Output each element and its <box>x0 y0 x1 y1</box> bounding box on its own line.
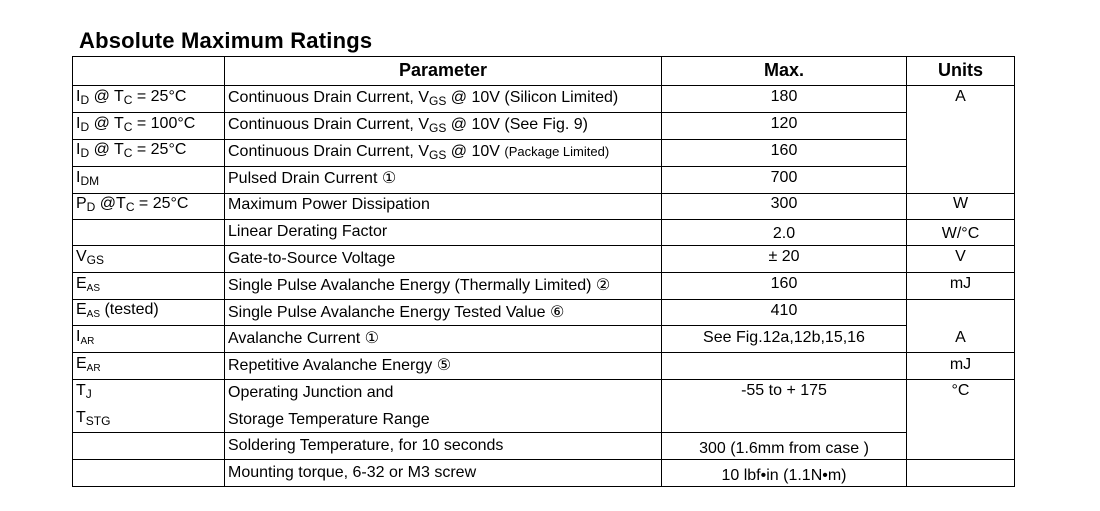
header-parameter: Parameter <box>398 60 488 80</box>
ratings-table <box>72 56 1015 487</box>
max-cell: 700 <box>770 169 798 186</box>
parameter-cell: Single Pulse Avalanche Energy Tested Value ⑥ <box>228 304 565 321</box>
max-cell: -55 to + 175 <box>741 382 827 399</box>
max-cell: 180 <box>770 88 798 105</box>
symbol-cell: $T_J$ <box>76 382 92 401</box>
symbol-cell: $I_D$ @ $T_C = 25^\circ C$ <box>76 88 187 107</box>
parameter-cell: Continuous Drain Current, $V_{GS}$ @ 10V (Package Limited) <box>228 143 610 162</box>
units-cell: V <box>955 248 966 265</box>
max-cell: 410 <box>770 302 798 319</box>
symbol-cell: $I_D$ @ $T_C = 100^\circ C$ <box>76 115 196 134</box>
parameter-cell: Soldering Temperature, for 10 seconds <box>228 437 504 454</box>
units-cell: A <box>955 88 966 105</box>
parameter-cell: Operating Junction and <box>228 384 394 401</box>
symbol-cell: $E_{AS}$ (tested) <box>76 301 159 320</box>
symbol-cell: $E_{AS}$ <box>76 275 101 294</box>
units-cell: W/°C <box>941 225 980 242</box>
page-title: Absolute Maximum Ratings <box>79 28 373 53</box>
symbol-cell: $V_{GS}$ <box>76 248 105 267</box>
symbol-cell: $I_{AR}$ <box>76 328 95 347</box>
units-cell: °C <box>951 382 970 399</box>
symbol-cell: $P_D$ $@T_C = 25^\circ C$ <box>76 195 189 214</box>
parameter-cell: Continuous Drain Current, $V_{GS}$ @ 10V (See Fig. 9) <box>228 116 588 135</box>
units-cell: A <box>955 329 966 346</box>
parameter-cell: Avalanche Current ① <box>228 330 380 347</box>
units-cell: mJ <box>949 356 972 373</box>
header-units: Units <box>938 60 983 80</box>
parameter-cell: Single Pulse Avalanche Energy (Thermally Limited) ② <box>228 277 611 294</box>
parameter-cell: Pulsed Drain Current ① <box>228 170 397 187</box>
parameter-cell: Gate-to-Source Voltage <box>228 250 396 267</box>
max-cell: See Fig.12a,12b,15,16 <box>703 329 865 346</box>
max-cell: 160 <box>770 275 798 292</box>
symbol-cell: $T_{STG}$ <box>76 409 111 428</box>
symbol-cell: $I_{DM}$ <box>76 169 100 188</box>
parameter-cell: Continuous Drain Current, $V_{GS}$ @ 10V (Silicon Limited) <box>228 89 619 108</box>
max-cell: ± 20 <box>768 248 800 265</box>
parameter-cell: Storage Temperature Range <box>228 411 430 428</box>
max-cell: 300 <box>770 195 798 212</box>
header-max: Max. <box>763 60 805 80</box>
max-cell: 120 <box>770 115 798 132</box>
parameter-cell: Linear Derating Factor <box>228 223 388 240</box>
max-cell: 2.0 <box>772 225 796 242</box>
max-cell: 10 lbf•in (1.1N•m) <box>721 467 847 484</box>
parameter-cell: Mounting torque, 6-32 or M3 screw <box>228 464 477 481</box>
parameter-cell: Maximum Power Dissipation <box>228 196 430 213</box>
units-cell: mJ <box>949 275 972 292</box>
units-cell: W <box>952 195 969 212</box>
max-cell: 160 <box>770 142 798 159</box>
symbol-cell: $E_{AR}$ <box>76 355 101 374</box>
parameter-cell: Repetitive Avalanche Energy ⑤ <box>228 357 452 374</box>
symbol-cell: $I_D$ @ $T_C = 25^\circ C$ <box>76 141 187 160</box>
max-cell: 300 (1.6mm from case ) <box>699 440 869 457</box>
